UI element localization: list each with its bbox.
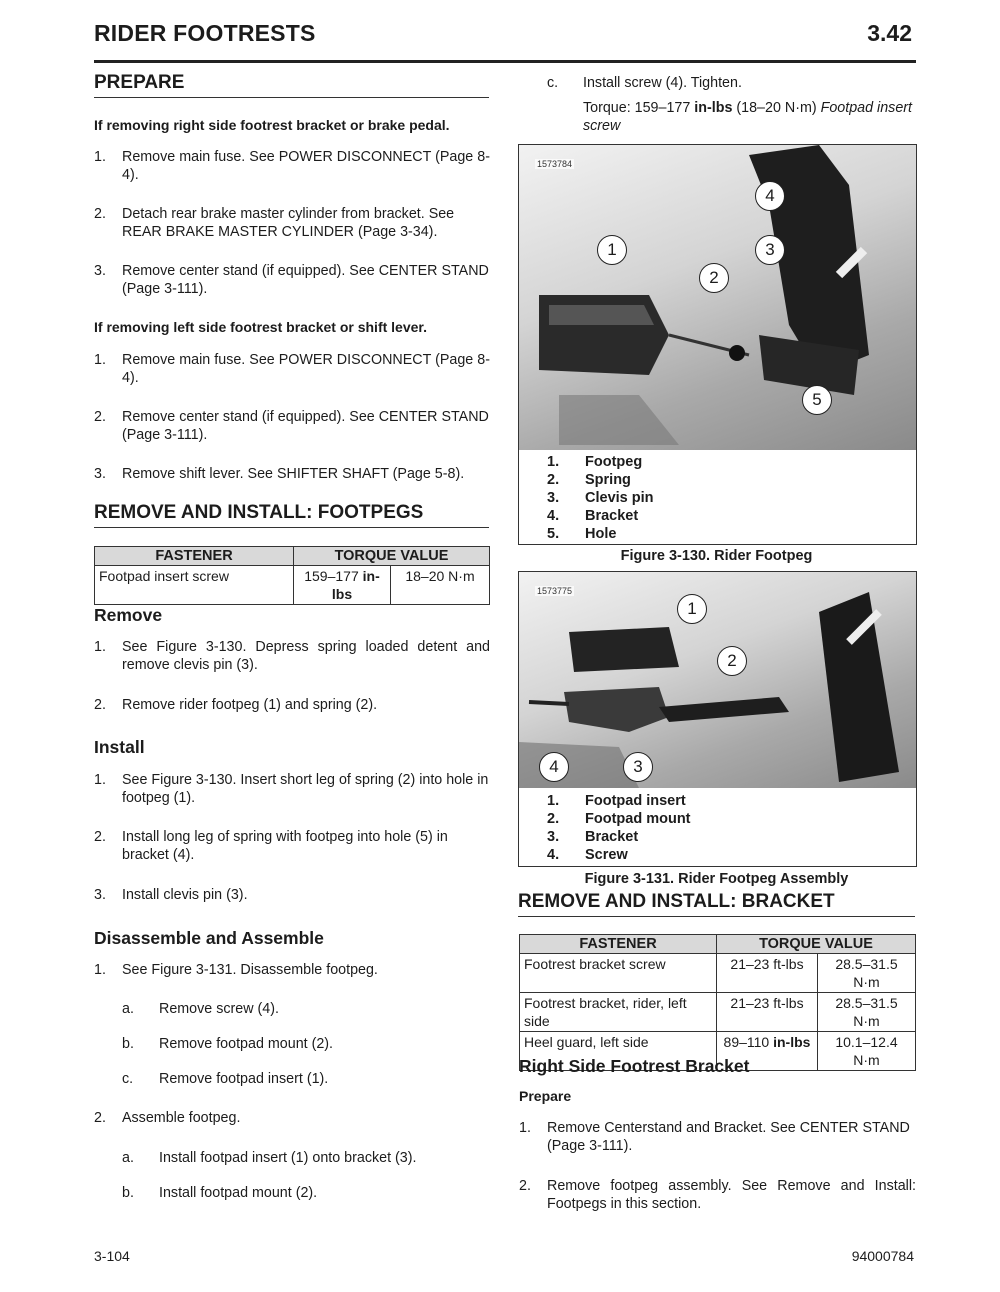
list-item: 2. Remove rider footpeg (1) and spring (2). xyxy=(94,697,378,713)
list-item: 1. See Figure 3-130. Depress spring loaded detent and remove clevis pin (3). xyxy=(94,639,490,673)
callout: 2 xyxy=(717,646,747,676)
list-item: 1. See Figure 3-130. Insert short leg of spring (2) into hole in footpeg (1). xyxy=(94,772,489,806)
disassemble-heading: Disassemble and Assemble xyxy=(94,928,324,948)
figure-caption: Figure 3-130. Rider Footpeg xyxy=(620,548,813,564)
footpeg-assembly-illustration xyxy=(519,572,916,788)
sub-list-item: b. Remove footpad mount (2). xyxy=(122,1036,334,1052)
list-item: 3. Remove shift lever. See SHIFTER SHAFT (Page 5-8). xyxy=(94,466,465,482)
figure-3-130: 1573784 1 2 3 4 5 1. Footpeg 2. Spring 3. Clevis pin 4. Bracket 5. Hole xyxy=(518,144,917,545)
list-item: 2. Install long leg of spring with footpeg into hole (5) in bracket (4). xyxy=(94,829,448,863)
figure-3-131: 1573775 1 2 3 4 1. Footpad insert 2. Footpad mount 3. Bracket 4. Screw xyxy=(518,571,917,867)
right-side-bracket-heading: Right Side Footrest Bracket xyxy=(519,1056,750,1076)
list-item: 3. Install clevis pin (3). xyxy=(94,887,248,903)
table-header: TORQUE VALUE xyxy=(717,935,916,954)
sub-list-item: a. Install footpad insert (1) onto bracket (3). xyxy=(122,1150,417,1166)
callout: 4 xyxy=(539,752,569,782)
torque-line: Torque: 159–177 in-lbs (18–20 N·m) Footpad insert screw xyxy=(583,100,913,134)
list-item: 1. Remove main fuse. See POWER DISCONNECT (Page 8-4). xyxy=(94,352,490,386)
remove-heading: Remove xyxy=(94,605,163,625)
install-heading: Install xyxy=(94,737,145,757)
table-row: Footrest bracket screw 21–23 ft-lbs 28.5–31.5 N·m xyxy=(520,954,916,993)
list-item: 1. Remove main fuse. See POWER DISCONNECT (Page 8-4). xyxy=(94,149,490,183)
sub-list-item: c. Remove footpad insert (1). xyxy=(122,1071,329,1087)
table-header: FASTENER xyxy=(95,547,294,566)
list-item: 2. Assemble footpeg. xyxy=(94,1110,241,1126)
prepare-label: Prepare xyxy=(519,1088,572,1104)
figure-id: 1573784 xyxy=(537,159,573,169)
list-item: 2. Detach rear brake master cylinder from bracket. See REAR BRAKE MASTER CYLINDER (Page 3-34). xyxy=(94,206,455,240)
figure-id: 1573775 xyxy=(537,586,573,596)
page-section-number: 3.42 xyxy=(867,20,912,46)
footpeg-illustration xyxy=(519,145,916,450)
callout: 1 xyxy=(677,594,707,624)
callout: 3 xyxy=(755,235,785,265)
bracket-torque-table xyxy=(519,934,916,1071)
list-item: 1. See Figure 3-131. Disassemble footpeg. xyxy=(94,962,378,978)
page-number: 3-104 xyxy=(94,1248,130,1264)
list-item: c. Install screw (4). Tighten. xyxy=(547,75,742,91)
right-side-condition: If removing right side footrest bracket or brake pedal. xyxy=(94,117,450,133)
page-title: RIDER FOOTRESTS xyxy=(94,20,316,46)
sub-list-item: a. Remove screw (4). xyxy=(122,1001,279,1017)
footpeg-assembly-photo xyxy=(519,572,916,788)
callout: 4 xyxy=(755,181,785,211)
table-header: FASTENER xyxy=(520,935,717,954)
table-row: Footpad insert screw 159–177 in-lbs 18–20 N·m xyxy=(95,566,490,605)
callout: 5 xyxy=(802,385,832,415)
bracket-heading: REMOVE AND INSTALL: BRACKET xyxy=(518,891,915,917)
list-item: 2. Remove center stand (if equipped). See CENTER STAND (Page 3-111). xyxy=(94,409,489,443)
footpegs-heading: REMOVE AND INSTALL: FOOTPEGS xyxy=(94,502,489,528)
table-header: TORQUE VALUE xyxy=(294,547,490,566)
prepare-heading: PREPARE xyxy=(94,72,489,98)
callout: 3 xyxy=(623,752,653,782)
document-number: 94000784 xyxy=(851,1248,914,1264)
footpegs-torque-table xyxy=(94,546,490,605)
footpeg-photo xyxy=(519,145,916,450)
table-row: Footrest bracket, rider, left side 21–23 ft-lbs 28.5–31.5 N·m xyxy=(520,993,916,1032)
list-item: 3. Remove center stand (if equipped). See CENTER STAND (Page 3-111). xyxy=(94,263,489,297)
list-item: 1. Remove Centerstand and Bracket. See CENTER STAND (Page 3-111). xyxy=(519,1120,910,1154)
sub-list-item: b. Install footpad mount (2). xyxy=(122,1185,318,1201)
figure-caption: Figure 3-131. Rider Footpeg Assembly xyxy=(584,871,849,887)
header-rule xyxy=(94,60,916,63)
callout: 1 xyxy=(597,235,627,265)
list-item: 2. Remove footpeg assembly. See Remove and Install: Footpegs in this section. xyxy=(519,1178,916,1212)
callout: 2 xyxy=(699,263,729,293)
table-row: Heel guard, left side 89–110 in-lbs 10.1–12.4 N·m xyxy=(520,1032,916,1071)
left-side-condition: If removing left side footrest bracket or shift lever. xyxy=(94,319,427,335)
